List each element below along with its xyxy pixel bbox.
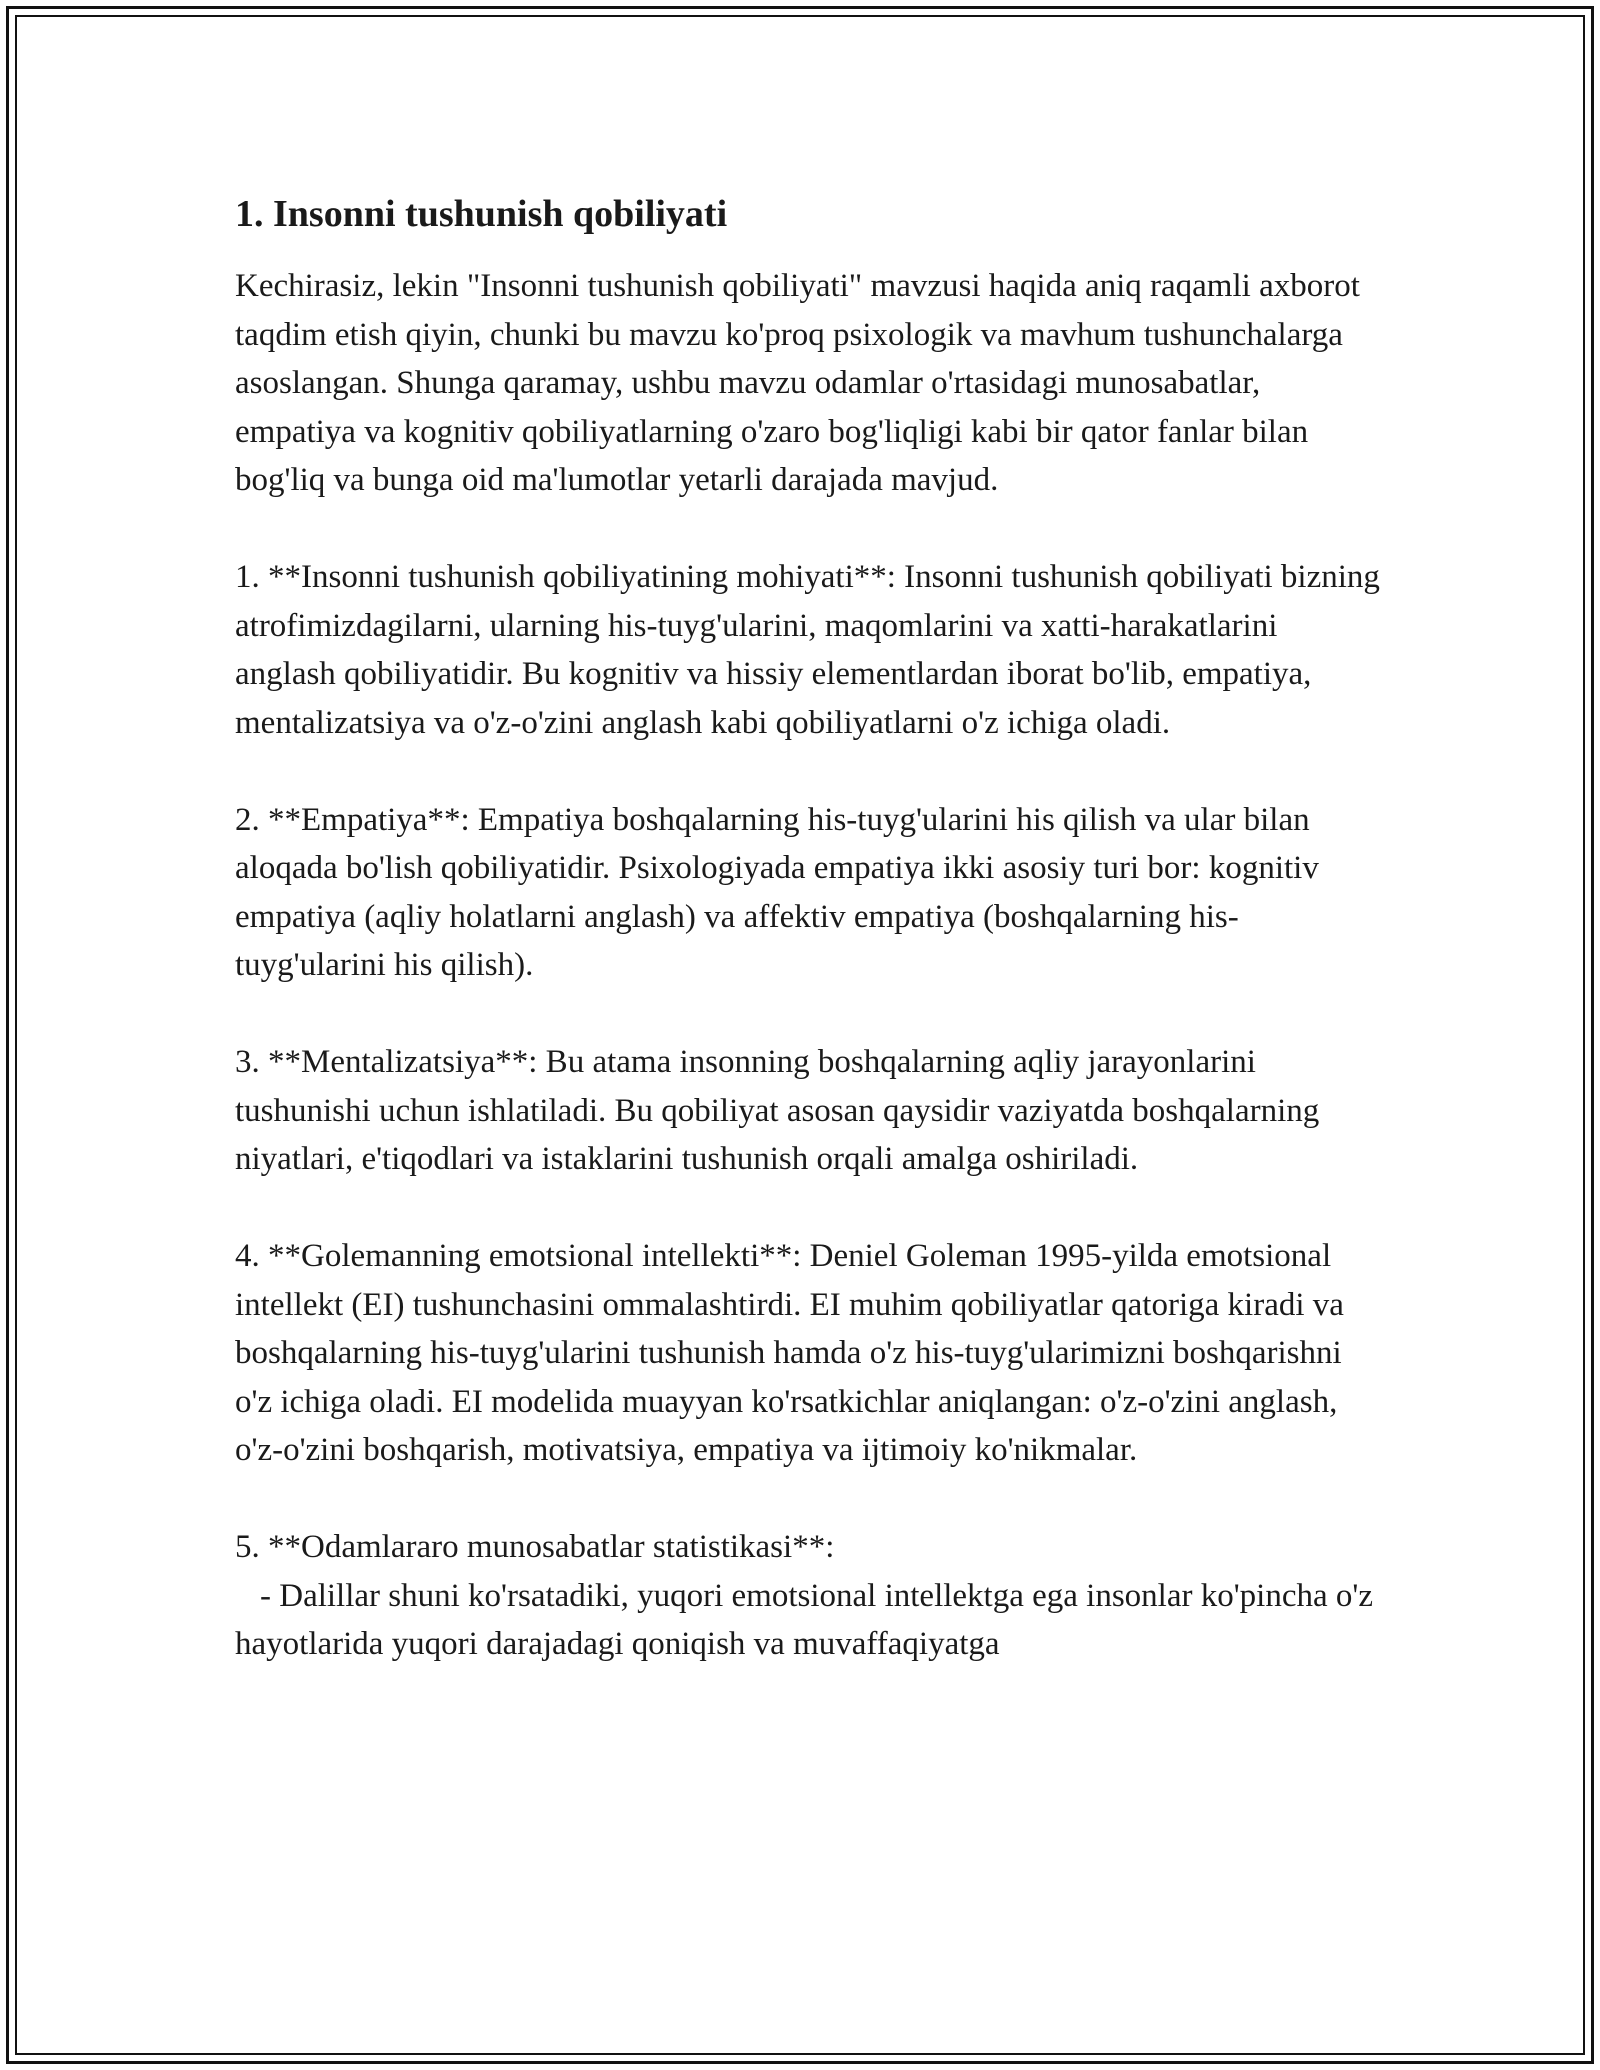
list-item-5-sub-bullet: - Dalillar shuni ko'rsatadiki, yuqori emotsional intellektga ega insonlar ko'pincha o'z hayotlarida yuqori darajadagi qoniqish va muvaffaqiyatga <box>235 1577 1373 1662</box>
list-item-5: 5. **Odamlararo munosabatlar statistikasi**: <box>235 1529 835 1565</box>
list-item-4: 4. **Golemanning emotsional intellekti**: Deniel Goleman 1995-yilda emotsional intellekt (EI) tushunchasini ommalashtirdi. EI muhim qobiliyatlar qatoriga kiradi va boshqalarning his-tuyg'ularini tushunish hamda o'z his-tuyg'ularimizni boshqarishni o'z ichiga oladi. EI modelida muayyan ko'rsatkichlar aniqlangan: o'z-o'zini anglash, o'z-o'zini boshqarish, motivatsiya, empatiya va ijtimoiy ko'nikmalar. <box>235 1238 1344 1468</box>
list-item-2: 2. **Empatiya**: Empatiya boshqalarning his-tuyg'ularini his qilish va ular bilan aloqada bo'lish qobiliyatidir. Psixologiyada empatiya ikki asosiy turi bor: kognitiv empatiya (aqliy holatlarni anglash) va affektiv empatiya (boshqalarning his-tuyg'ularini his qilish). <box>235 801 1319 983</box>
list-item-3: 3. **Mentalizatsiya**: Bu atama insonning boshqalarning aqliy jarayonlarini tushunishi uchun ishlatiladi. Bu qobiliyat asosan qaysidir vaziyatda boshqalarning niyatlari, e'tiqodlari va istaklarini tushunish orqali amalga oshiriladi. <box>235 1044 1320 1177</box>
section-heading: 1. Insonni tushunish qobiliyati <box>235 193 728 235</box>
list-item-1: 1. **Insonni tushunish qobiliyatining mohiyati**: Insonni tushunish qobiliyati bizning atrofimizdagilarni, ularning his-tuyg'ularini, maqomlarini va xatti-harakatlarini anglash qobiliyatidir. Bu kognitiv va hissiy elementlardan iborat bo'lib, empatiya, mentalizatsiya va o'z-o'zini anglash kabi qobiliyatlarni o'z ichiga oladi. <box>235 559 1380 741</box>
intro-paragraph: Kechirasiz, lekin "Insonni tushunish qobiliyati" mavzusi haqida aniq raqamli axborot taqdim etish qiyin, chunki bu mavzu ko'proq psixologik va mavhum tushunchalarga asoslangan. Shunga qaramay, ushbu mavzu odamlar o'rtasidagi munosabatlar, empatiya va kognitiv qobiliyatlarning o'zaro bog'liqligi kabi bir qator fanlar bilan bog'liq va bunga oid ma'lumotlar yetarli darajada mavjud. <box>235 268 1360 498</box>
document-body <box>235 190 1380 1669</box>
